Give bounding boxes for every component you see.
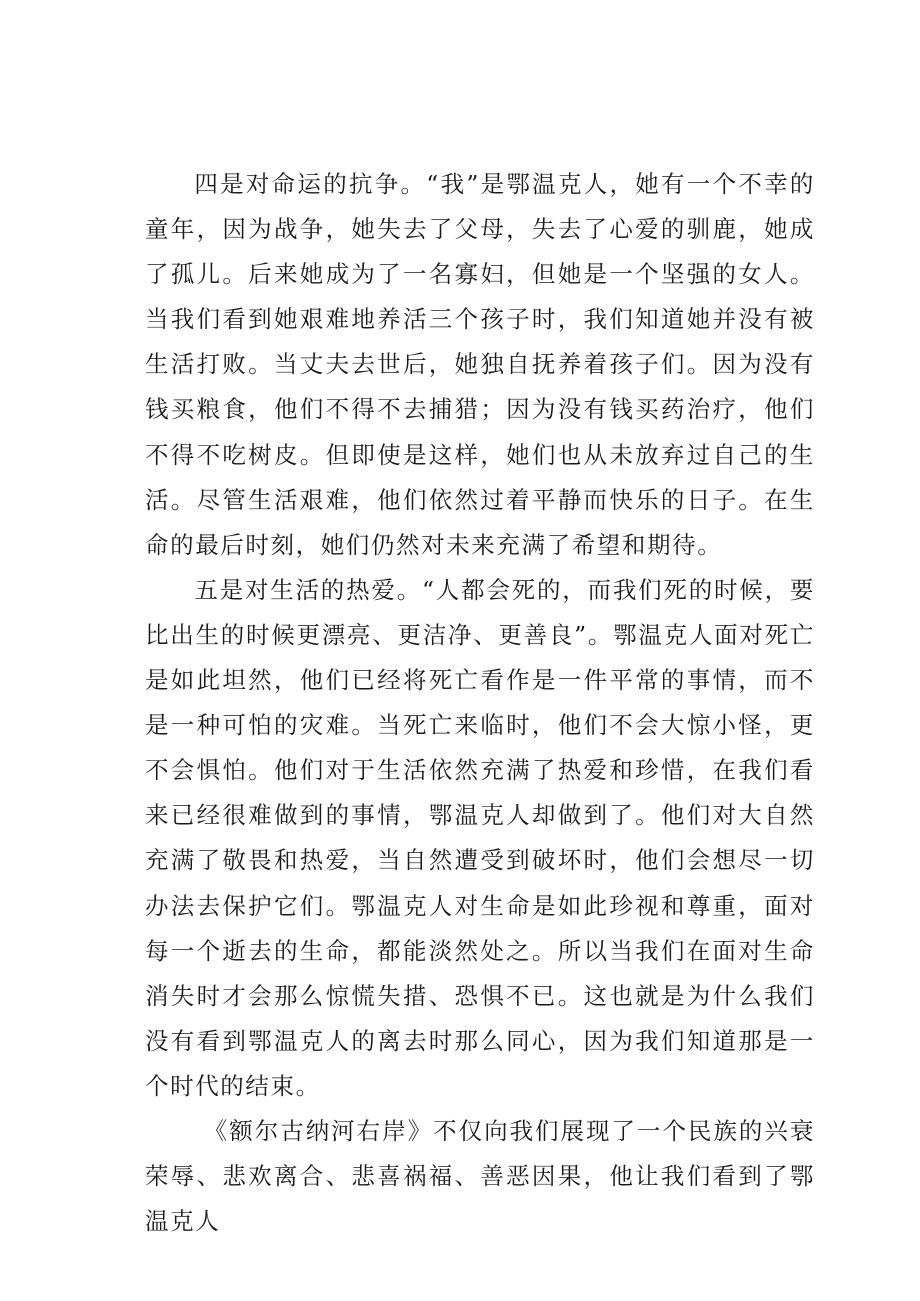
- paragraph-struggle-against-fate: 四是对命运的抗争。“我”是鄂温克人，她有一个不幸的童年，因为战争，她失去了父母，失去了心爱的驯鹿，她成了孤儿。后来她成为了一名寡妇，但她是一个坚强的女人。当我们看到她艰难地养活三个孩子时，我们知道她并没有被生活打败。当丈夫去世后，她独自抚养着孩子们。因为没有钱买粮食，他们不得不去捕猎；因为没有钱买药治疗，他们不得不吃树皮。但即使是这样，她们也从未放弃过自己的生活。尽管生活艰难，他们依然过着平静而快乐的日子。在生命的最后时刻，她们仍然对未来充满了希望和期待。: [145, 170, 815, 559]
- paragraph-love-of-life: 五是对生活的热爱。“人都会死的，而我们死的时候，要比出生的时候更漂亮、更洁净、更善良”。鄂温克人面对死亡是如此坦然，他们已经将死亡看作是一件平常的事情，而不是一种可怕的灾难。当死亡来临时，他们不会大惊小怪，更不会惧怕。他们对于生活依然充满了热爱和珍惜，在我们看来已经很难做到的事情，鄂温克人却做到了。他们对大自然充满了敬畏和热爱，当自然遭受到破坏时，他们会想尽一切办法去保护它们。鄂温克人对生命是如此珍视和尊重，面对每一个逝去的生命，都能淡然处之。所以当我们在面对生命消失时才会那么惊慌失措、恐惧不已。这也就是为什么我们没有看到鄂温克人的离去时那么同心，因为我们知道那是一个时代的结束。: [145, 575, 815, 1100]
- paragraph-book-summary: 《额尔古纳河右岸》不仅向我们展现了一个民族的兴衰荣辱、悲欢离合、悲喜祸福、善恶因果，他让我们看到了鄂温克人: [145, 1116, 815, 1236]
- body-text: [145, 162, 815, 1244]
